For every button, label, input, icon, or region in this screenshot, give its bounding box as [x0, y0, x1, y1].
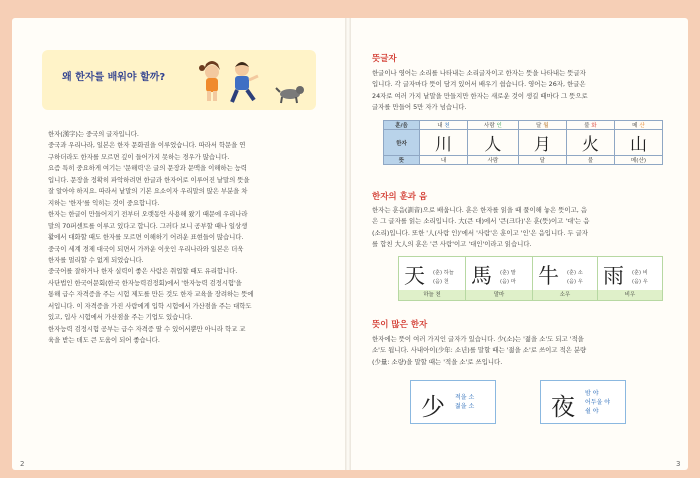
table-cell: 사람 인 — [468, 121, 519, 130]
hanja-table — [383, 120, 663, 165]
paragraph-line: 소'도 됩니다. 사내아이(少年: 소년)를 말할 때는 '젊을 소'로 쓰이고 적은 분량 — [372, 346, 587, 355]
paragraph-line: 한자(漢字)는 중국의 글자입니다. — [48, 130, 139, 138]
table-header-hanja: 한자 — [384, 130, 420, 156]
paragraph-line: 활에서 대화할 때도 한자를 모르면 이해하기 어려운 표현들이 많습니다. — [48, 233, 244, 242]
section2-body — [372, 205, 672, 251]
page-title: 왜 한자를 배워야 할까? — [62, 72, 166, 83]
hanja-card: 牛 (훈) 소 (음) 우 소우 — [532, 256, 598, 301]
multi-meaning-card: 夜 밤 야 어두울 야 쉴 야 — [540, 380, 626, 424]
section-title-meaning-chars: 뜻글자 — [372, 54, 397, 64]
paragraph-line: 서입니다. 이 자격증을 가진 사람에게 입학 시험에서 가산점을 주는 대학도 — [48, 301, 252, 310]
dog-figure — [276, 86, 304, 103]
paragraph-line: 한자에는 뜻이 여러 가지인 글자가 있습니다. 少(소)는 '젊을 소'도 되고 '적을 — [372, 335, 584, 343]
paragraph-line: 요즘 특히 중요하게 여기는 '문해력'은 글의 문장과 문맥을 이해하는 능력 — [48, 164, 247, 173]
table-cell: 내 천 — [420, 121, 468, 130]
section-title-multi-meaning: 뜻이 많은 한자 — [372, 320, 428, 330]
paragraph-line: 사단법인 한국어문회(한국 한자능력검정회)에서 '한자능력 검정시험'을 — [48, 278, 242, 287]
paragraph-line: 중국이 세계 경제 대국이 되면서 가까운 이웃인 우리나라와 일본은 더욱 — [48, 244, 244, 253]
hanja-card: 天 (훈) 하늘 (음) 천 하늘 천 — [398, 256, 466, 301]
table-cell: 달 — [518, 156, 566, 165]
paragraph-line: 글자를 만들어 5만 자가 넘습니다. — [372, 103, 467, 112]
paragraph-line: 은 그 글자를 읽는 소리입니다. 大(큰 대)에서 '큰(크다)'은 훈(뜻)이고 '대'는 음 — [372, 217, 590, 226]
paragraph-line: 있고, 입사 시험에서 가산점을 주는 기업도 있습니다. — [48, 313, 193, 322]
children-running-illustration — [192, 56, 310, 108]
table-cell: 메 산 — [614, 121, 662, 130]
paragraph-line: 중국과 우리나라, 일본은 한자 문화권을 이루었습니다. 따라서 학문을 연 — [48, 141, 246, 150]
paragraph-line: 중국어를 잘하거나 한자 실력이 좋은 사람은 취업할 때도 유리합니다. — [48, 267, 238, 276]
paragraph-line: 육을 받는 데도 큰 도움이 되어 좋습니다. — [48, 336, 160, 345]
table-row-meaning — [384, 156, 663, 165]
table-cell: 내 — [420, 156, 468, 165]
section1-body — [372, 68, 672, 114]
section3-body — [372, 334, 672, 368]
paragraph-line: 잘 알아야 하지요. 따라서 낱말의 기본 요소이자 우리말의 많은 부분을 차 — [48, 187, 248, 196]
paragraph-line: 통해 급수 자격증을 주는 시험 제도를 만든 것도 한자 교육을 장려하는 뜻에 — [48, 290, 254, 299]
paragraph-line: 를 합친 大人의 훈은 '큰 사람'이고 '대인'이라고 읽습니다. — [372, 240, 532, 249]
paragraph-line: 한자를 멀리할 수 없게 되었습니다. — [48, 255, 144, 264]
table-row-hanja — [384, 130, 663, 156]
paragraph-line: (소리)입니다. 또한 '人(사람 인)'에서 '사람'은 훈이고 '인'은 음입니다. 두 글자 — [372, 228, 588, 237]
table-cell: 人 — [468, 130, 519, 156]
table-cell: 불 화 — [566, 121, 614, 130]
page-number-right: 3 — [676, 460, 681, 468]
multi-meaning-card: 少 적을 소 젊을 소 — [410, 380, 496, 424]
paragraph-line: 입니다. 각 글자마다 뜻이 담겨 있어서 배우기 쉽습니다. 영어는 26자, 한글은 — [372, 80, 586, 89]
table-cell: 川 — [420, 130, 468, 156]
girl-figure — [199, 61, 220, 101]
hanja-card: 馬 (훈) 말 (음) 마 말마 — [465, 256, 533, 301]
paragraph-line: (少量: 소량)을 말할 때는 '적을 소'로 쓰입니다. — [372, 357, 503, 366]
page-number-left: 2 — [20, 460, 25, 468]
paragraph-line: 입니다. 문장을 정확히 파악하려면 한글과 한자어로 이루어진 낱말의 뜻을 — [48, 175, 250, 184]
table-cell: 月 — [518, 130, 566, 156]
book-spine — [345, 18, 351, 470]
paragraph-line: 한자능력 검정시험 공부는 급수 자격증 딸 수 있어서뿐만 아니라 학교 교 — [48, 324, 246, 333]
boy-figure — [232, 62, 258, 102]
table-cell: 사람 — [468, 156, 519, 165]
paragraph-line: 한글이나 영어는 소리를 나타내는 소리글자이고 한자는 뜻을 나타내는 뜻글자 — [372, 69, 586, 77]
left-body-text — [48, 129, 326, 347]
table-header-meaning: 뜻 — [384, 156, 420, 165]
title-box — [42, 50, 316, 110]
table-cell: 火 — [566, 130, 614, 156]
hanja-card: 雨 (훈) 비 (음) 우 비우 — [597, 256, 663, 301]
paragraph-line: 24자로 여러 가지 낱말을 만들지만 한자는 새로운 것이 생길 때마다 그 뜻으로 — [372, 91, 588, 100]
paragraph-line: 한자는 훈음(訓音)으로 배웁니다. 훈은 한자를 읽을 때 풀이해 놓은 뜻이고, 음 — [372, 206, 587, 214]
table-cell: 불 — [566, 156, 614, 165]
table-cell: 달 월 — [518, 121, 566, 130]
table-header-sound: 훈/음 — [384, 121, 420, 130]
paragraph-line: 말의 70퍼센트를 이루고 있다고 합니다. 그러다 보니 공부할 때나 일상생 — [48, 221, 248, 230]
table-row-sound — [384, 121, 663, 130]
table-cell: 메(산) — [614, 156, 662, 165]
paragraph-line: 구하더라도 한자를 모르면 깊이 들어가지 못하는 경우가 많습니다. — [48, 152, 230, 161]
paragraph-line: 한자는 한글이 만들어지기 전부터 오랫동안 사용해 왔기 때문에 우리나라 — [48, 210, 248, 219]
table-cell: 山 — [614, 130, 662, 156]
paragraph-line: 지하는 '한자'를 익히는 것이 중요합니다. — [48, 198, 160, 207]
section-title-sound-meaning: 한자의 훈과 음 — [372, 192, 428, 202]
